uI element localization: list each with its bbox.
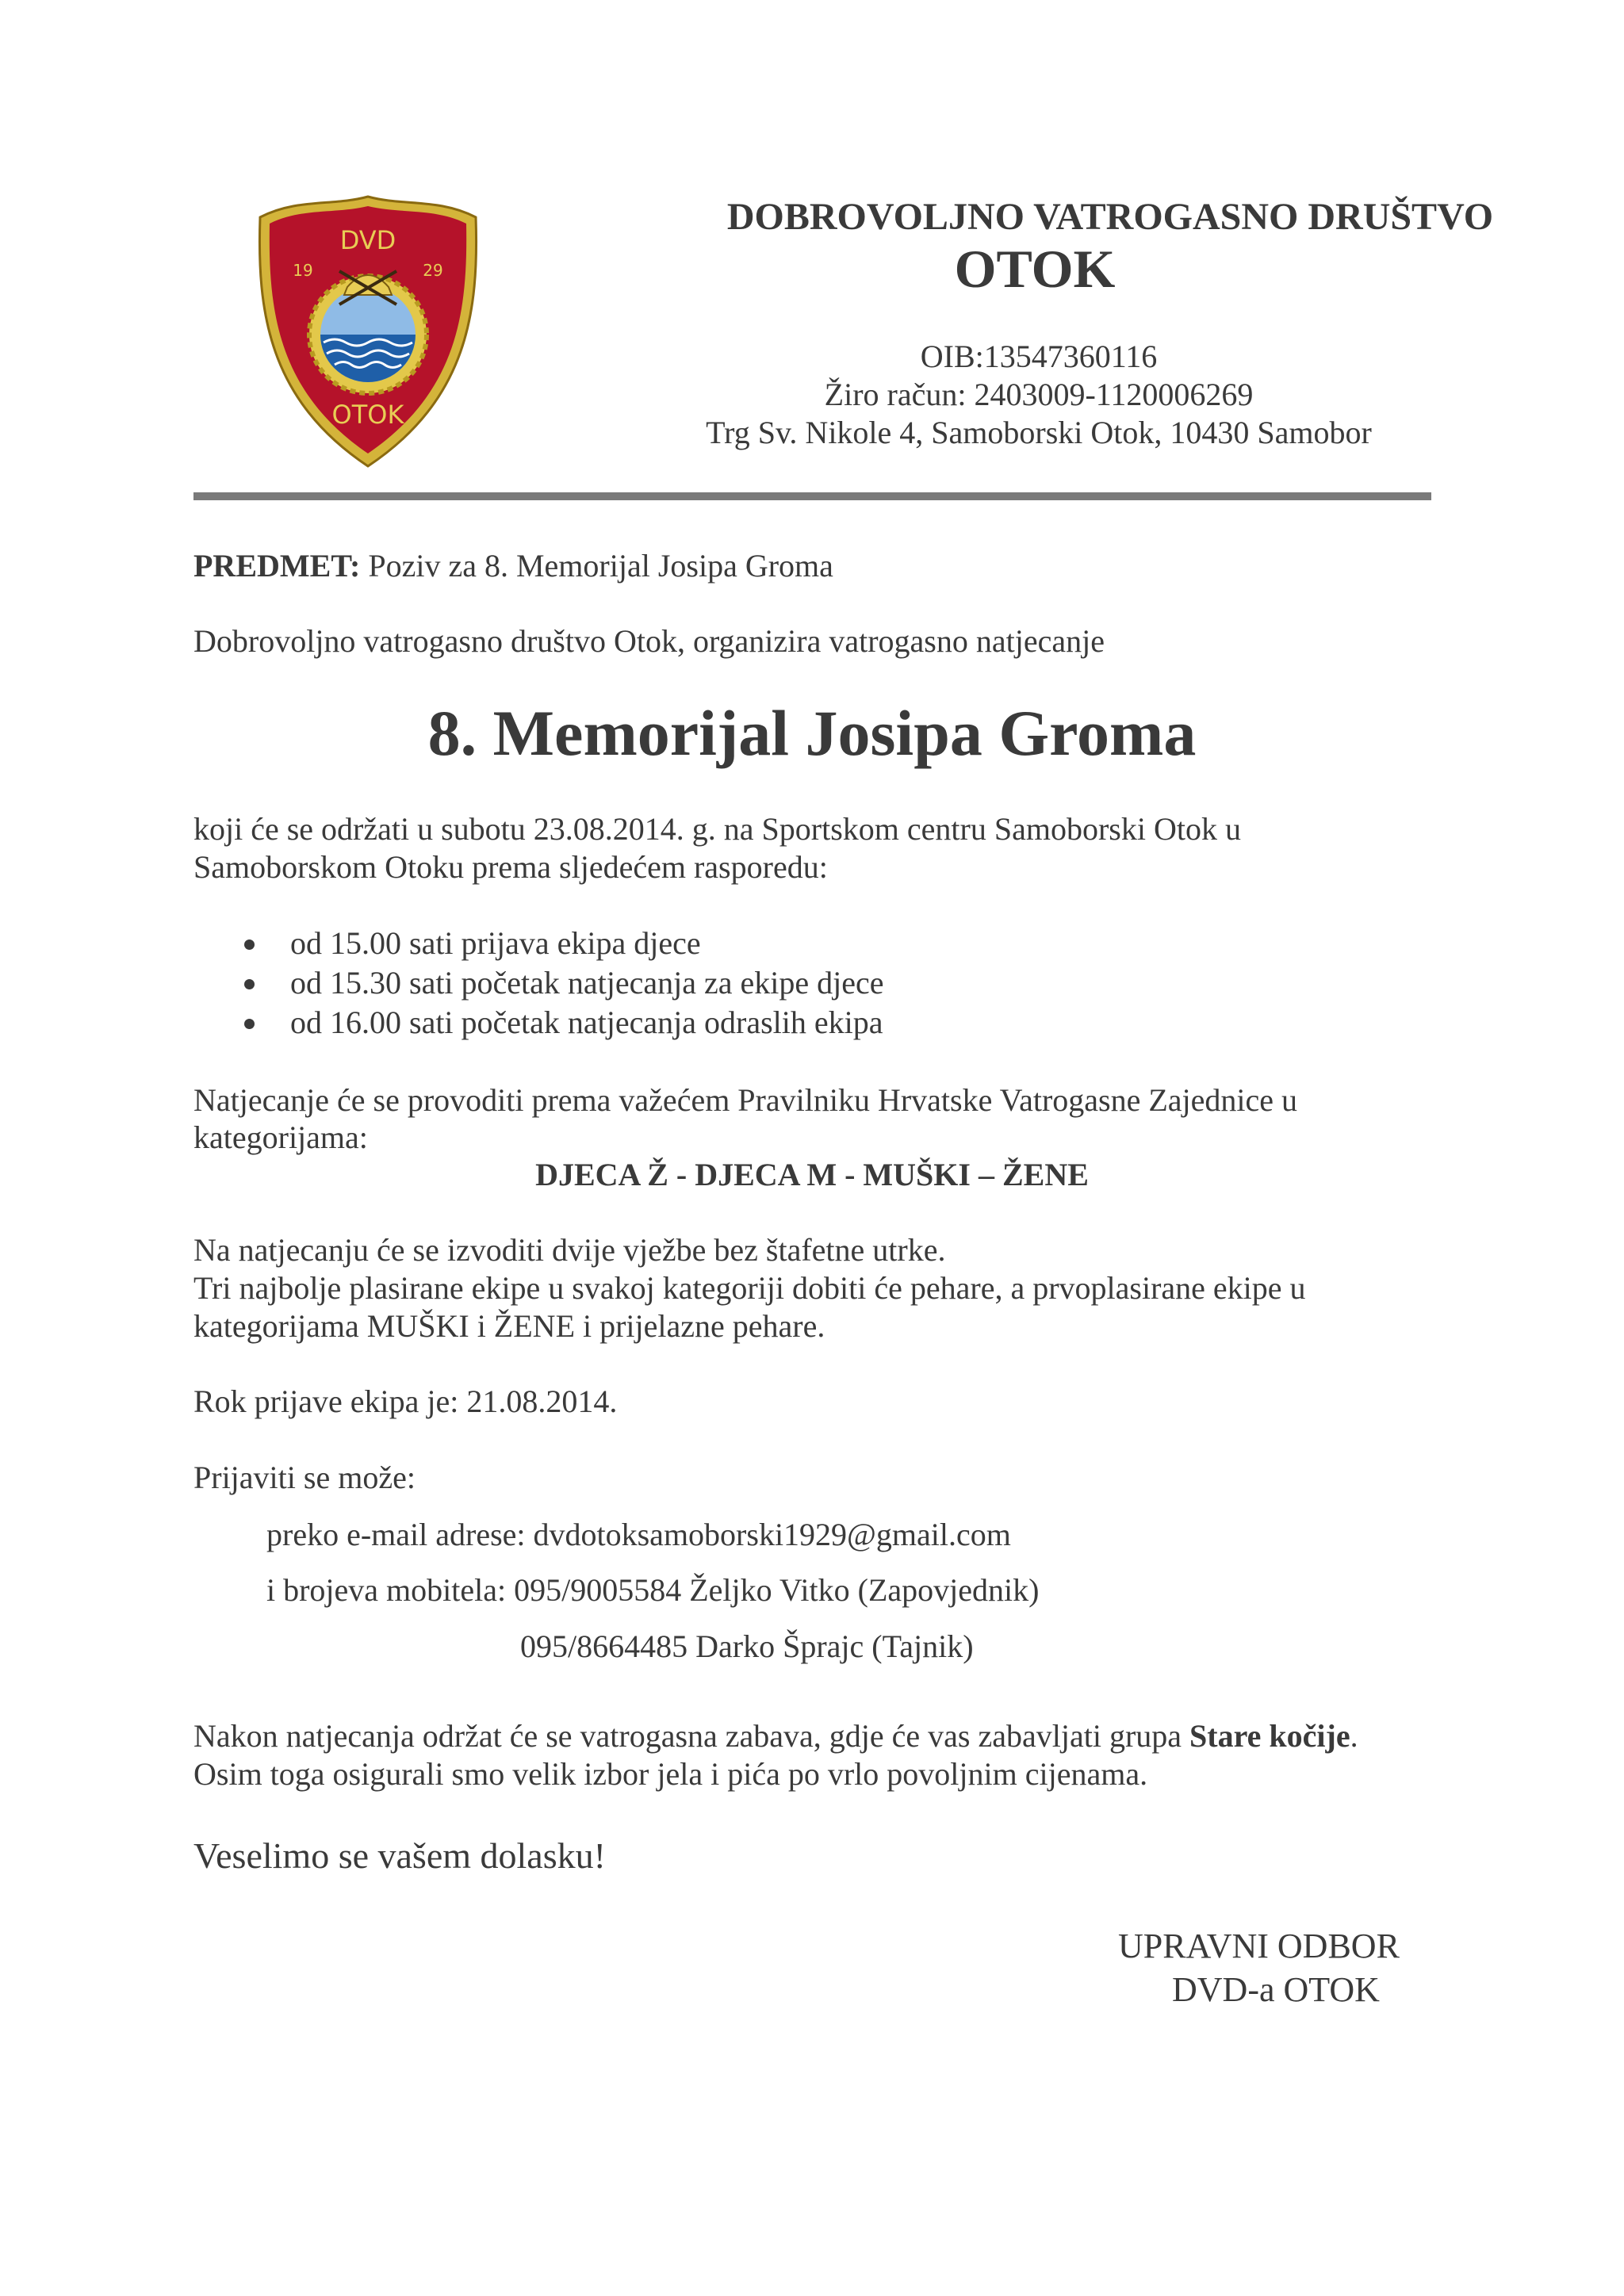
logo-top-text: DVD	[339, 225, 396, 255]
after-text-end: .	[1350, 1718, 1358, 1754]
contact-phone-1: i brojeva mobitela: 095/9005584 Željko Vitko (Zapovjednik)	[266, 1572, 1040, 1608]
header-divider	[193, 492, 1431, 500]
band-name: Stare kočije	[1189, 1718, 1350, 1754]
info-line-1: Na natjecanju će se izvoditi dvije vježbe bez štafetne utrke.	[193, 1232, 946, 1268]
schedule-list	[238, 924, 884, 1043]
greeting: Veselimo se vašem dolasku!	[193, 1835, 606, 1876]
schedule-item: od 15.30 sati početak natjecanja za ekipe djece	[238, 963, 884, 1003]
deadline: Rok prijave ekipa je: 21.08.2014.	[193, 1383, 618, 1419]
logo-year-right: 29	[423, 261, 443, 280]
apply-label: Prijaviti se može:	[193, 1460, 416, 1495]
org-short-name: OTOK	[954, 239, 1116, 299]
signature-line-1: UPRAVNI ODBOR	[1118, 1927, 1400, 1965]
info-line-2: Tri najbolje plasirane ekipe u svakoj kategoriji dobiti će pehare, a prvoplasirane ekipe u	[193, 1270, 1306, 1306]
schedule-item: od 15.00 sati prijava ekipa djece	[238, 924, 884, 963]
signature-line-2: DVD-a OTOK	[1172, 1970, 1380, 2009]
after-text: Nakon natjecanja održat će se vatrogasna zabava, gdje će vas zabavljati grupa	[193, 1718, 1190, 1754]
subject-text: Poziv za 8. Memorijal Josipa Groma	[360, 548, 833, 584]
contact-phone-2: 095/8664485 Darko Šprajc (Tajnik)	[520, 1628, 974, 1664]
after-line-2: Osim toga osigurali smo velik izbor jela i pića po vrlo povoljnim cijenama.	[193, 1756, 1148, 1792]
event-description-line-1: koji će se održati u subotu 23.08.2014. g. na Sportskom centru Samoborski Otok u	[193, 811, 1241, 847]
dvd-otok-logo	[252, 192, 484, 471]
rules-line-1: Natjecanje će se provoditi prema važećem Pravilniku Hrvatske Vatrogasne Zajednice u	[193, 1082, 1298, 1118]
intro-text: Dobrovoljno vatrogasno društvo Otok, organizira vatrogasno natjecanje	[193, 623, 1105, 659]
after-line-1	[193, 1717, 1358, 1755]
subject-label: PREDMET:	[193, 548, 361, 584]
org-name: DOBROVOLJNO VATROGASNO DRUŠTVO	[726, 196, 1494, 238]
bank-account: Žiro račun: 2403009-1120006269	[824, 377, 1254, 412]
logo-year-left: 19	[293, 261, 313, 280]
info-line-3: kategorijama MUŠKI i ŽENE i prijelazne pehare.	[193, 1308, 825, 1344]
categories: DJECA Ž - DJECA M - MUŠKI – ŽENE	[535, 1157, 1089, 1192]
event-title: 8. Memorijal Josipa Groma	[427, 697, 1197, 769]
event-description-line-2: Samoborskom Otoku prema sljedećem rasporedu:	[193, 849, 828, 885]
rules-line-2: kategorijama:	[193, 1119, 368, 1155]
address: Trg Sv. Nikole 4, Samoborski Otok, 10430 Samobor	[706, 415, 1372, 450]
logo-bottom-text: OTOK	[331, 400, 404, 430]
subject-line	[193, 547, 833, 585]
oib: OIB:13547360116	[920, 339, 1158, 374]
contact-email: preko e-mail adrese: dvdotoksamoborski1929@gmail.com	[266, 1517, 1011, 1552]
schedule-item: od 16.00 sati početak natjecanja odraslih ekipa	[238, 1003, 884, 1043]
